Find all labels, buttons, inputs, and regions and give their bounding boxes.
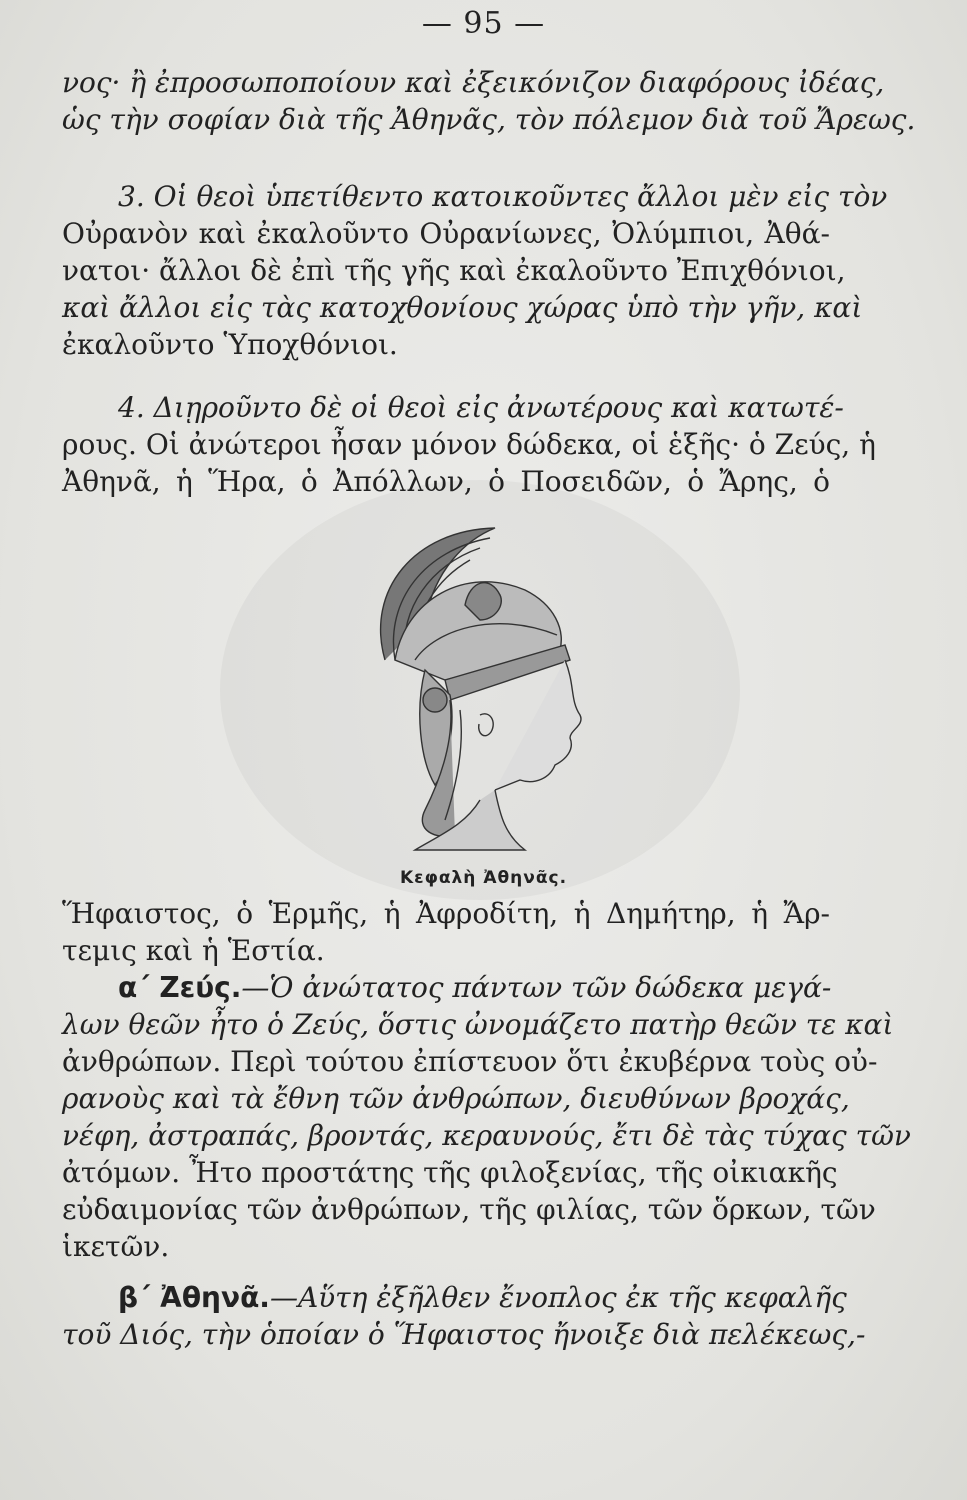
zeus-section-first-line	[62, 969, 830, 1006]
text-line: καὶ ἄλλοι εἰς τὰς κατοχθονίους χώρας ὑπὸ τὴν γῆν, καὶ	[62, 291, 863, 324]
athena-heading: β΄ Ἀθηνᾶ.	[118, 1281, 270, 1314]
text-line: λων θεῶν ἦτο ὁ Ζεύς, ὅστις ὠνομάζετο πατὴρ θεῶν τε καὶ	[62, 1008, 894, 1041]
text-line: ἱκετῶν.	[62, 1230, 170, 1263]
zeus-heading: α΄ Ζεύς.	[118, 971, 242, 1004]
paragraph-gods-list	[62, 895, 911, 1353]
text-line: Ἥφαιστος, ὁ Ἑρμῆς, ἡ Ἀφροδίτη, ἡ Δημήτηρ, ἡ Ἄρ-	[62, 897, 830, 930]
paragraph-4	[62, 389, 876, 500]
text-line: —Ὁ ἀνώτατος πάντων τῶν δώδεκα μεγά-	[241, 971, 832, 1004]
athena-helmet-icon	[265, 510, 625, 855]
athena-section-first-line	[62, 1279, 847, 1316]
text-line: 4. Διῃροῦντο δὲ οἱ θεοὶ εἰς ἀνωτέρους καὶ κατωτέ-	[118, 391, 844, 424]
text-line: εὐδαιμονίας τῶν ἀνθρώπων, τῆς φιλίας, τῶν ὅρκων, τῶν	[62, 1193, 876, 1226]
text-line: νος· ἢ ἐπροσωποποίουν καὶ ἐξεικόνιζον διαφόρους ἰδέας,	[62, 66, 885, 99]
text-line: 3. Οἱ θεοὶ ὑπετίθεντο κατοικοῦντες ἄλλοι μὲν εἰς τὸν	[118, 180, 888, 213]
text-line: ρους. Οἱ ἀνώτεροι ἦσαν μόνον δώδεκα, οἱ ἑξῆς· ὁ Ζεύς, ἡ	[62, 428, 876, 461]
paragraph-3	[62, 178, 888, 363]
text-line: ρανοὺς καὶ τὰ ἔθνη τῶν ἀνθρώπων, διευθύνων βροχάς,	[62, 1082, 850, 1115]
page-number: — 95 —	[421, 6, 546, 41]
paragraph-continuation	[62, 64, 916, 138]
text-line: τεμις καὶ ἡ Ἑστία.	[62, 934, 325, 967]
text-line: ἀνθρώπων. Περὶ τούτου ἐπίστευον ὅτι ἐκυβέρνα τοὺς οὐ-	[62, 1045, 878, 1078]
figure-caption: Κεφαλὴ Ἀθηνᾶς.	[399, 868, 568, 888]
text-line: —Αὕτη ἐξῆλθεν ἔνοπλος ἐκ τῆς κεφαλῆς	[269, 1281, 847, 1314]
text-line: ὡς τὴν σοφίαν διὰ τῆς Ἀθηνᾶς, τὸν πόλεμον διὰ τοῦ Ἄρεως.	[62, 103, 916, 136]
text-line: ἐκαλοῦντο Ὑποχθόνιοι.	[62, 328, 398, 361]
text-line: τοῦ Διός, τὴν ὁποίαν ὁ Ἥφαιστος ἤνοιξε διὰ πελέκεως,-	[62, 1318, 866, 1351]
text-line: ἀτόμων. Ἦτο προστάτης τῆς φιλοξενίας, τῆς οἰκιακῆς	[62, 1156, 838, 1189]
text-line: Οὐρανὸν καὶ ἐκαλοῦντο Οὐρανίωνες, Ὀλύμπιοι, Ἀθά-	[62, 217, 830, 250]
text-line: Ἀθηνᾶ, ἡ Ἥρα, ὁ Ἀπόλλων, ὁ Ποσειδῶν, ὁ Ἄρης, ὁ	[62, 465, 830, 498]
athena-head-illustration	[265, 510, 625, 855]
text-line: νέφη, ἀστραπάς, βροντάς, κεραυνούς, ἔτι δὲ τὰς τύχας τῶν	[62, 1119, 911, 1152]
text-line: νατοι· ἄλλοι δὲ ἐπὶ τῆς γῆς καὶ ἐκαλοῦντο Ἐπιχθόνιοι,	[62, 254, 846, 287]
